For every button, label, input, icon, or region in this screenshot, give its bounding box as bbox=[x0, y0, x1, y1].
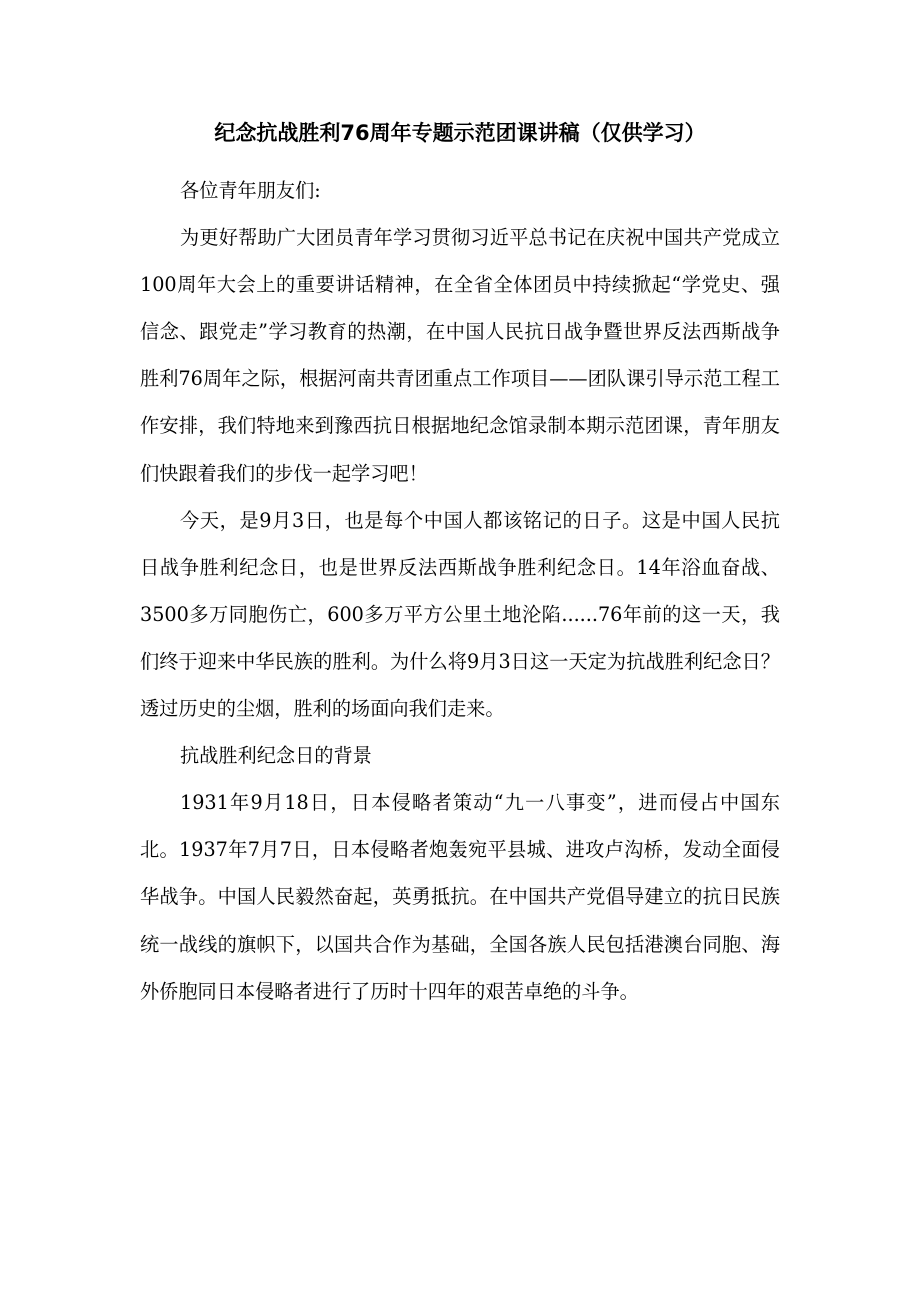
paragraph-background: 1931年9月18日，日本侵略者策动“九一八事变”，进而侵占中国东北。1937年7月7日，日本侵略者炮轰宛平县城、进攻卢沟桥，发动全面侵华战争。中国人民毅然奋起，英勇抵抗。在中国共产党倡导建立的抗日民族统一战线的旗帜下，以国共合作为基础，全国各族人民包括港澳台同胞、海外侨胞同日本侵略者进行了历时十四年的艰苦卓绝的斗争。 bbox=[140, 791, 780, 1003]
paragraph-september-3: 今天，是9月3日，也是每个中国人都该铭记的日子。这是中国人民抗日战争胜利纪念日，也是世界反法西斯战争胜利纪念日。14年浴血奋战、3500多万同胞伤亡，600多万平方公里土地沦陷......76年前的这一天，我们终于迎来中华民族的胜利。为什么将9月3日这一天定为抗战胜利纪念日？透过历史的尘烟，胜利的场面向我们走来。 bbox=[140, 508, 780, 721]
document-title: 纪念抗战胜利76周年专题示范团课讲稿（仅供学习） bbox=[214, 121, 706, 145]
section-heading: 抗战胜利纪念日的背景 bbox=[180, 744, 372, 768]
greeting: 各位青年朋友们: bbox=[180, 179, 321, 202]
document-body bbox=[140, 167, 780, 1015]
paragraph-intro: 为更好帮助广大团员青年学习贯彻习近平总书记在庆祝中国共产党成立100周年大会上的重要讲话精神，在全省全体团员中持续掀起“学党史、强信念、跟党走”学习教育的热潮，在中国人民抗日战争暨世界反法西斯战争胜利76周年之际，根据河南共青团重点工作项目——团队课引导示范工程工作安排，我们特地来到豫西抗日根据地纪念馆录制本期示范团课，青年朋友们快跟着我们的步伐一起学习吧！ bbox=[140, 226, 780, 485]
